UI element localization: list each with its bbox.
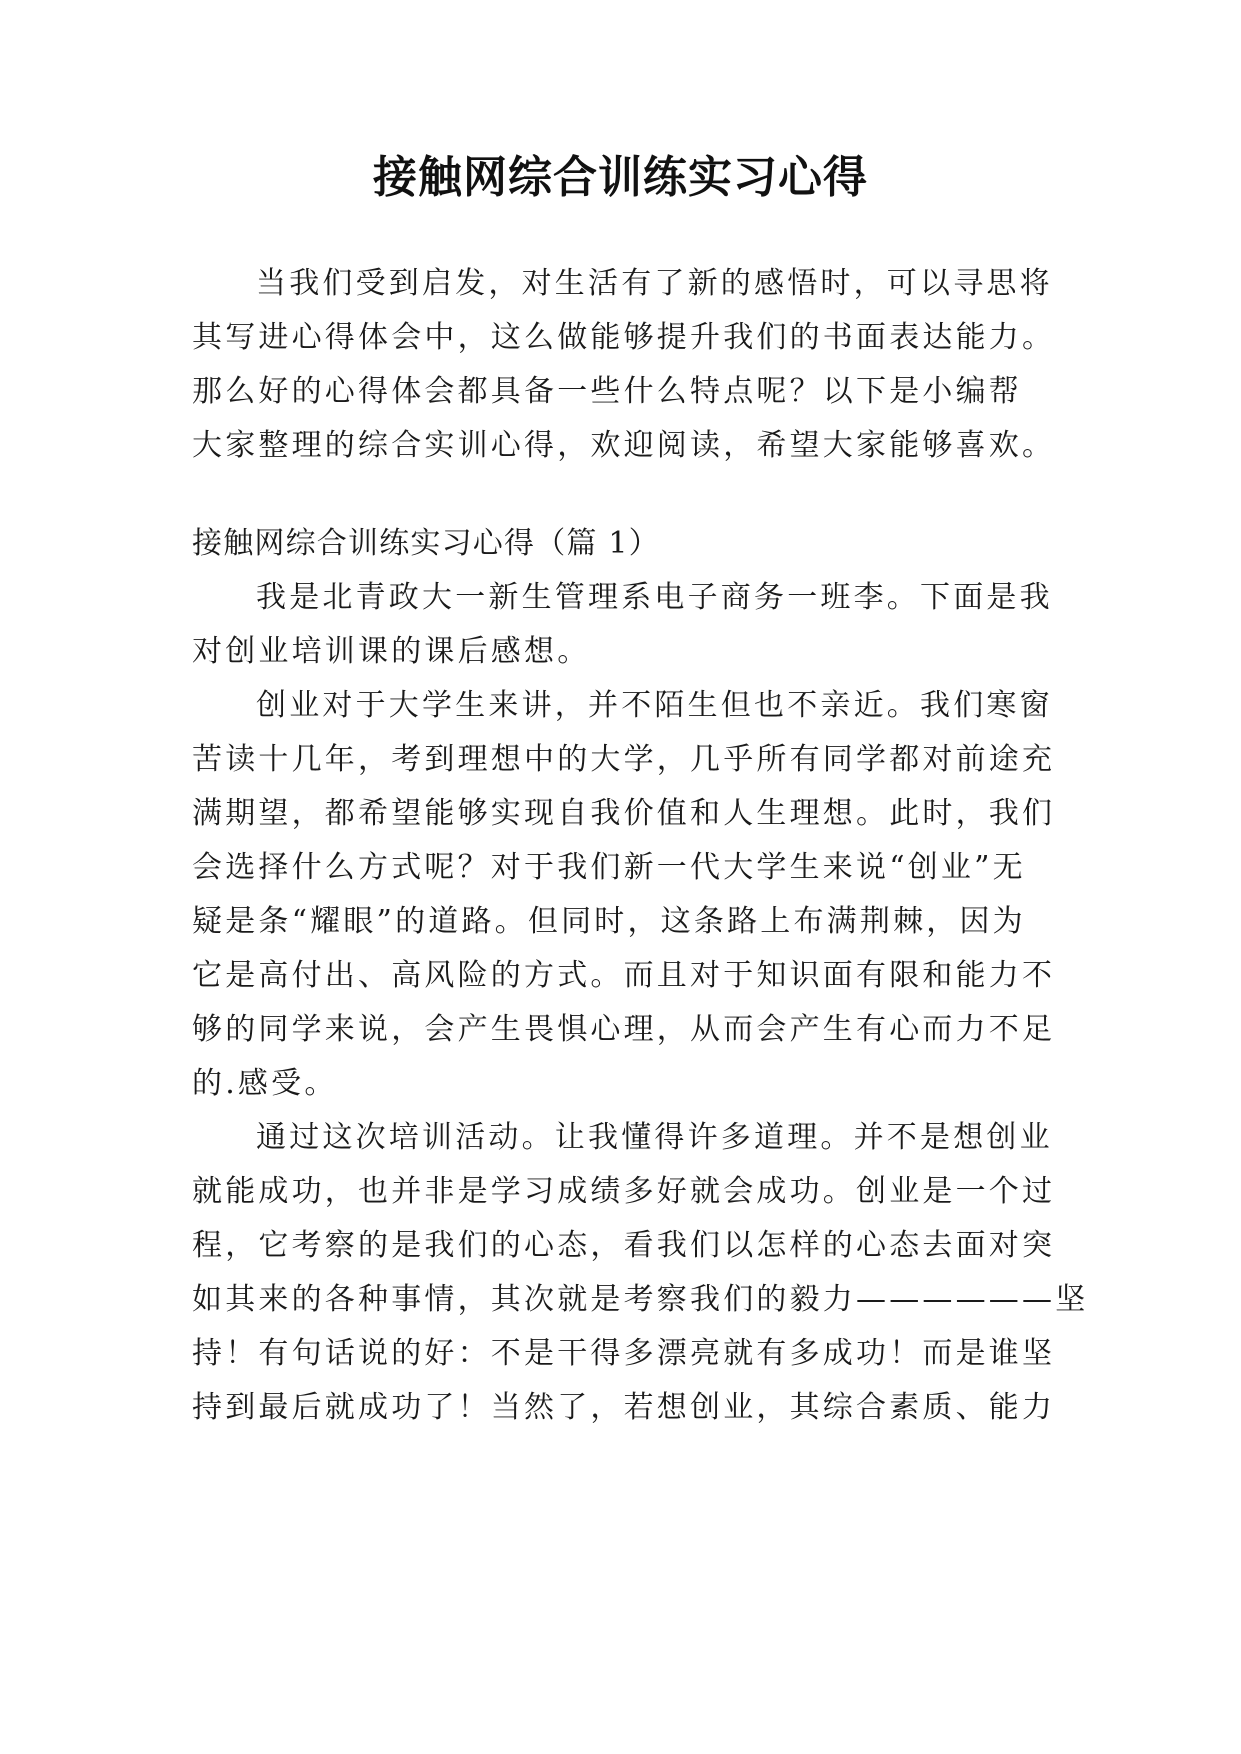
paragraph-line: 持到最后就成功了！当然了，若想创业，其综合素质、能力 <box>192 1390 1056 1425</box>
paragraph-line: 够的同学来说，会产生畏惧心理，从而会产生有心而力不足 <box>192 1012 1056 1047</box>
intro-line: 其写进心得体会中，这么做能够提升我们的书面表达能力。 <box>192 320 1056 355</box>
document-title: 接触网综合训练实习心得 <box>373 152 868 203</box>
paragraph-line: 苦读十几年，考到理想中的大学，几乎所有同学都对前途充 <box>192 742 1056 777</box>
paragraph-line: 程，它考察的是我们的心态，看我们以怎样的心态去面对突 <box>192 1228 1056 1263</box>
paragraph-line: 就能成功，也并非是学习成绩多好就会成功。创业是一个过 <box>192 1174 1056 1209</box>
intro-line: 大家整理的综合实训心得，欢迎阅读，希望大家能够喜欢。 <box>192 428 1056 463</box>
paragraph-line: 的.感受。 <box>192 1066 338 1101</box>
paragraph-line: 对创业培训课的课后感想。 <box>192 634 591 669</box>
paragraph-line: 疑是条“耀眼”的道路。但同时，这条路上布满荆棘，因为 <box>192 904 1026 939</box>
paragraph-line: 它是高付出、高风险的方式。而且对于知识面有限和能力不 <box>192 958 1056 993</box>
paragraph-line: 满期望，都希望能够实现自我价值和人生理想。此时，我们 <box>192 796 1056 831</box>
paragraph-line: 通过这次培训活动。让我懂得许多道理。并不是想创业 <box>256 1120 1053 1155</box>
paragraph-line: 我是北青政大一新生管理系电子商务一班李。下面是我 <box>256 580 1053 615</box>
paragraph-line: 创业对于大学生来讲，并不陌生但也不亲近。我们寒窗 <box>256 688 1053 723</box>
paragraph-line: 持！有句话说的好：不是干得多漂亮就有多成功！而是谁坚 <box>192 1336 1056 1371</box>
intro-line: 那么好的心得体会都具备一些什么特点呢？以下是小编帮 <box>192 374 1022 409</box>
paragraph-line: 会选择什么方式呢？对于我们新一代大学生来说“创业”无 <box>192 850 1026 885</box>
section-heading: 接触网综合训练实习心得（篇 1） <box>192 526 660 561</box>
paragraph-line: 如其来的各种事情，其次就是考察我们的毅力——————坚 <box>192 1282 1089 1317</box>
intro-line: 当我们受到启发，对生活有了新的感悟时，可以寻思将 <box>256 266 1053 301</box>
